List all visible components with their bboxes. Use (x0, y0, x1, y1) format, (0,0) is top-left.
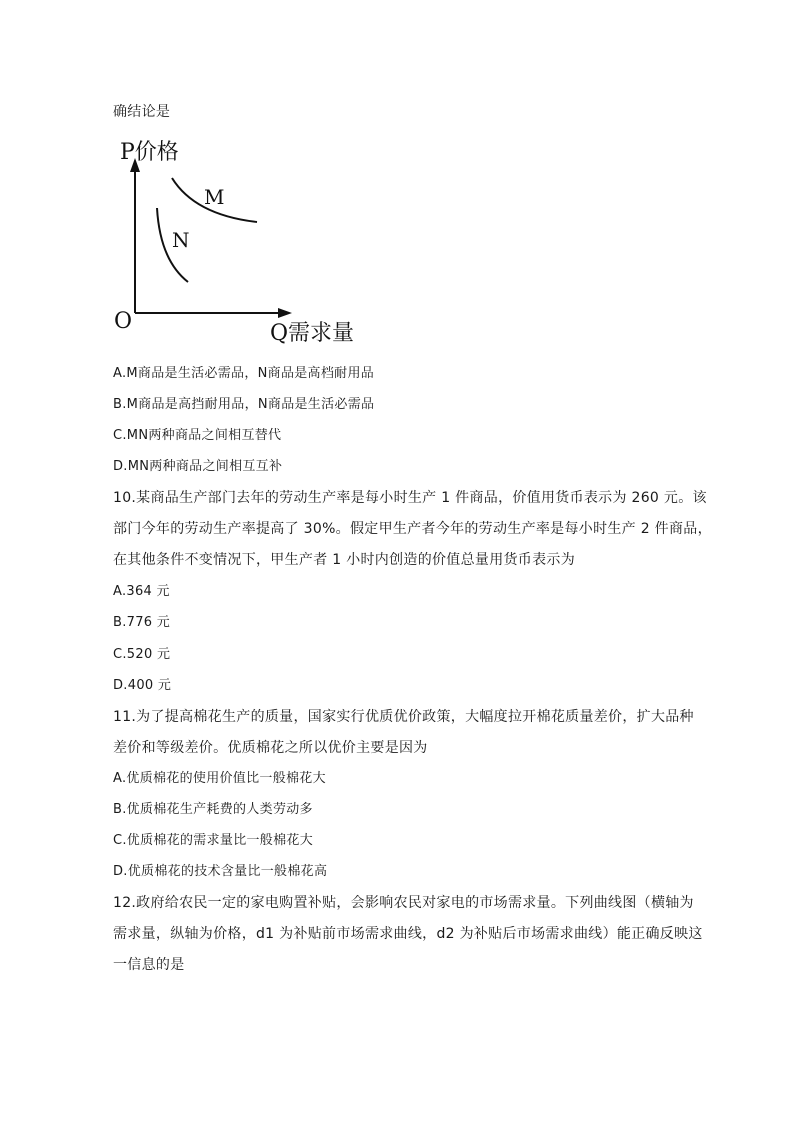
q11-option-a: A.优质棉花的使用价值比一般棉花大 (113, 771, 326, 786)
q9-option-a: A.M商品是生活必需品，N商品是高档耐用品 (113, 366, 375, 381)
q9-option-c: C.MN两种商品之间相互替代 (113, 428, 282, 443)
q9-option-d: D.MN两种商品之间相互互补 (113, 459, 283, 474)
q10-stem-line-1: 10.某商品生产部门去年的劳动生产率是每小时生产 1 件商品，价值用货币表示为 260 元。该 (113, 490, 707, 506)
demand-curve-svg (110, 130, 380, 350)
curve-m-label: M (204, 185, 225, 209)
q10-option-a: A.364 元 (113, 584, 170, 599)
q10-stem-line-2: 部门今年的劳动生产率提高了 30%。假定甲生产者今年的劳动生产率是每小时生产 2 件商品， (113, 521, 712, 537)
curve-n-label: N (172, 228, 190, 252)
q11-stem-line-2: 差价和等级差价。优质棉花之所以优价主要是因为 (113, 740, 428, 756)
q11-option-c: C.优质棉花的需求量比一般棉花大 (113, 833, 314, 848)
x-axis-arrow (278, 308, 292, 318)
q9-stem-tail: 确结论是 (113, 104, 171, 120)
q10-option-d: D.400 元 (113, 678, 172, 693)
q10-option-c: C.520 元 (113, 647, 171, 662)
q12-stem-line-1: 12.政府给农民一定的家电购置补贴，会影响农民对家电的市场需求量。下列曲线图（横轴为 (113, 895, 694, 911)
q9-option-b: B.M商品是高挡耐用品，N商品是生活必需品 (113, 397, 375, 412)
x-axis-label: Q需求量 (270, 321, 355, 346)
origin-label: O (114, 309, 133, 334)
q11-stem-line-1: 11.为了提高棉花生产的质量，国家实行优质优价政策，大幅度拉开棉花质量差价，扩大品种 (113, 709, 694, 725)
q12-stem-line-2: 需求量，纵轴为价格，d1 为补贴前市场需求曲线，d2 为补贴后市场需求曲线）能正确反映这 (113, 926, 703, 942)
q11-option-b: B.优质棉花生产耗费的人类劳动多 (113, 802, 313, 817)
q12-stem-line-3: 一信息的是 (113, 957, 185, 973)
demand-curve-graph (110, 130, 380, 350)
q11-option-d: D.优质棉花的技术含量比一般棉花高 (113, 864, 328, 879)
q10-option-b: B.776 元 (113, 615, 171, 630)
y-axis-label: P价格 (120, 140, 179, 165)
q10-stem-line-3: 在其他条件不变情况下，甲生产者 1 小时内创造的价值总量用货币表示为 (113, 552, 576, 568)
